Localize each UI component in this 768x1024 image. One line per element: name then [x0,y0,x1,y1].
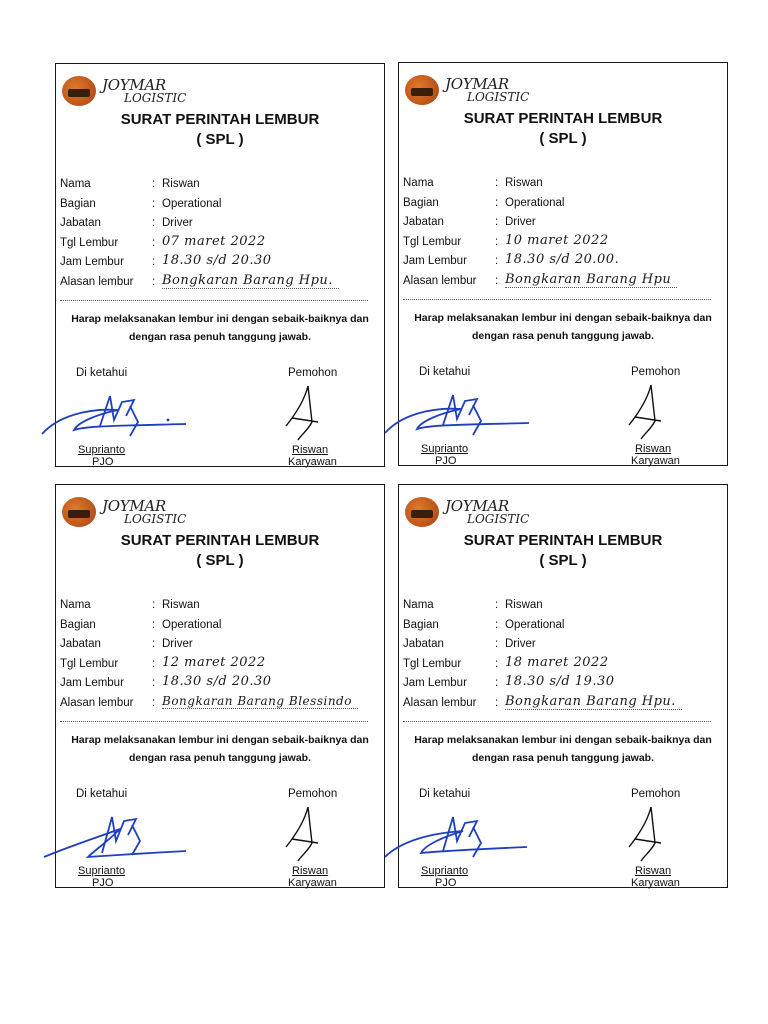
handwritten-reason: Bongkaran Barang Hpu. [162,273,339,289]
handwritten-date: 18 maret 2022 [505,654,609,670]
form-title [56,110,384,150]
requester-name: Riswan [292,865,329,877]
field-alasan-lembur [60,695,380,715]
field-colon: : [152,696,156,709]
field-label: Jabatan [60,217,101,229]
requester-role: Karyawan [631,455,680,467]
instruction-line: dengan rasa penuh tanggung jawab. [128,331,312,343]
form-title-abbrev: ( SPL ) [539,130,587,147]
truck-logo-icon [62,497,96,527]
logo-text-joymar: JOYMAR [102,497,166,515]
field-colon: : [152,638,156,650]
field-jam-lembur [60,675,380,695]
field-colon: : [495,177,499,189]
handwritten-time: 18.30 s/d 20.30 [162,253,272,268]
field-label: Nama [60,178,91,190]
approver-name: Suprianto [78,444,126,456]
form-title-main: SURAT PERINTAH LEMBUR [120,532,320,549]
approver-signature [38,807,188,863]
requester-label: Pemohon [288,367,338,379]
field-label: Alasan lembur [403,274,477,287]
field-label: Tgl Lembur [403,235,462,248]
dotted-divider [60,300,368,301]
field-value: Riswan [162,599,200,611]
logo-text-joymar: JOYMAR [102,76,166,94]
requester-signature [278,382,328,442]
field-colon: : [495,599,499,611]
field-colon: : [495,618,499,631]
field-label: Nama [403,177,434,189]
handwritten-time: 18.30 s/d 20.00. [505,252,620,267]
field-label: Jabatan [403,216,444,228]
form-title [399,109,727,149]
field-colon: : [495,196,499,209]
requester-signature [621,381,671,441]
field-colon: : [495,216,499,228]
approver-role: PJO [92,456,114,468]
field-label: Jabatan [60,638,101,650]
field-label: Jam Lembur [60,677,124,689]
company-logo [62,495,202,531]
field-alasan-lembur [403,273,723,293]
requester-label: Pemohon [631,366,681,378]
handwritten-date: 12 maret 2022 [162,654,266,670]
field-value: Operational [505,618,565,631]
field-label: Bagian [403,618,439,631]
acknowledged-label: Di ketahui [76,367,128,379]
logo-text-logistic: LOGISTIC [124,512,187,526]
field-jabatan [403,636,723,656]
logo-text-joymar: JOYMAR [445,497,509,515]
form-title-main: SURAT PERINTAH LEMBUR [463,532,663,549]
instruction-line: Harap melaksanakan lembur ini dengan sebaik-baiknya dan [71,313,369,325]
approver-name: Suprianto [421,443,469,455]
requester-role: Karyawan [288,456,337,468]
form-title-abbrev: ( SPL ) [539,552,587,569]
spl-card-1 [55,63,385,467]
field-jam-lembur [403,675,723,695]
form-title-abbrev: ( SPL ) [196,552,244,569]
approver-name: Suprianto [78,865,126,877]
field-label: Nama [60,599,91,611]
field-value: Operational [162,618,222,631]
truck-logo-icon [405,75,439,105]
dotted-divider [403,299,711,300]
form-title-main: SURAT PERINTAH LEMBUR [463,110,663,127]
logo-text-logistic: LOGISTIC [467,90,530,104]
approver-role: PJO [435,455,457,467]
instruction-line: Harap melaksanakan lembur ini dengan sebaik-baiknya dan [71,734,369,746]
field-value: Operational [162,197,222,210]
field-label: Bagian [403,196,439,209]
field-label: Jam Lembur [403,255,467,267]
field-colon: : [495,657,499,670]
spl-card-3 [55,484,385,888]
requester-label: Pemohon [631,788,681,800]
approver-signature [381,807,531,863]
field-colon: : [152,217,156,229]
requester-label: Pemohon [288,788,338,800]
field-alasan-lembur [403,695,723,715]
field-label: Alasan lembur [60,275,134,288]
logo-text-logistic: LOGISTIC [467,512,530,526]
field-bagian [60,196,380,216]
handwritten-reason: Bongkaran Barang Blessindo [162,694,358,709]
approver-signature [38,386,188,442]
field-tgl-lembur [403,656,723,676]
instruction-text [58,731,382,767]
field-colon: : [495,638,499,650]
field-label: Jam Lembur [403,677,467,689]
approver-name: Suprianto [421,865,469,877]
field-jabatan [60,215,380,235]
field-jabatan [60,636,380,656]
field-label: Tgl Lembur [60,236,119,249]
form-fields [60,597,380,714]
company-logo [62,74,202,110]
form-title [399,531,727,571]
field-alasan-lembur [60,274,380,294]
truck-logo-icon [405,497,439,527]
field-jam-lembur [403,253,723,273]
approver-role: PJO [92,877,114,889]
handwritten-date: 10 maret 2022 [505,232,609,248]
field-colon: : [152,677,156,689]
field-bagian [403,195,723,215]
logo-text-logistic: LOGISTIC [124,91,187,105]
spl-card-2 [398,62,728,466]
field-colon: : [152,657,156,670]
form-title-main: SURAT PERINTAH LEMBUR [120,111,320,128]
approver-signature [381,385,531,441]
field-colon: : [152,618,156,631]
field-value: Riswan [505,599,543,611]
logo-text-joymar: JOYMAR [445,75,509,93]
field-colon: : [152,275,156,288]
instruction-line: dengan rasa penuh tanggung jawab. [471,752,655,764]
dotted-divider [60,721,368,722]
field-label: Nama [403,599,434,611]
requester-role: Karyawan [631,877,680,889]
field-tgl-lembur [403,234,723,254]
instruction-text [401,309,725,345]
field-colon: : [152,599,156,611]
company-logo [405,73,545,109]
field-label: Tgl Lembur [60,657,119,670]
truck-logo-icon [62,76,96,106]
field-label: Jabatan [403,638,444,650]
handwritten-reason: Bongkaran Barang Hpu [505,272,677,288]
acknowledged-label: Di ketahui [419,788,471,800]
handwritten-time: 18.30 s/d 20.30 [162,674,272,689]
field-label: Tgl Lembur [403,657,462,670]
field-nama [60,176,380,196]
field-colon: : [152,236,156,249]
field-value: Driver [162,638,193,650]
field-colon: : [152,178,156,190]
field-label: Alasan lembur [403,696,477,709]
instruction-line: Harap melaksanakan lembur ini dengan sebaik-baiknya dan [414,734,712,746]
field-label: Bagian [60,197,96,210]
form-fields [403,597,723,714]
field-value: Driver [505,216,536,228]
requester-role: Karyawan [288,877,337,889]
requester-signature [621,803,671,863]
requester-signature [278,803,328,863]
field-tgl-lembur [60,656,380,676]
field-value: Driver [162,217,193,229]
dotted-divider [403,721,711,722]
field-label: Alasan lembur [60,696,134,709]
field-colon: : [152,256,156,268]
field-jam-lembur [60,254,380,274]
instruction-line: dengan rasa penuh tanggung jawab. [128,752,312,764]
requester-name: Riswan [635,865,672,877]
form-fields [60,176,380,293]
field-jabatan [403,214,723,234]
field-nama [60,597,380,617]
spl-card-4 [398,484,728,888]
instruction-line: Harap melaksanakan lembur ini dengan sebaik-baiknya dan [414,312,712,324]
field-colon: : [495,255,499,267]
field-bagian [60,617,380,637]
field-label: Bagian [60,618,96,631]
company-logo [405,495,545,531]
field-value: Riswan [505,177,543,189]
field-colon: : [495,696,499,709]
field-nama [403,175,723,195]
acknowledged-label: Di ketahui [76,788,128,800]
instruction-text [58,310,382,346]
requester-name: Riswan [292,444,329,456]
approver-role: PJO [435,877,457,889]
handwritten-date: 07 maret 2022 [162,233,266,249]
acknowledged-label: Di ketahui [419,366,471,378]
field-bagian [403,617,723,637]
handwritten-reason: Bongkaran Barang Hpu. [505,694,682,710]
field-value: Driver [505,638,536,650]
field-nama [403,597,723,617]
field-colon: : [495,235,499,248]
field-value: Riswan [162,178,200,190]
field-colon: : [152,197,156,210]
handwritten-time: 18.30 s/d 19.30 [505,674,615,689]
form-title-abbrev: ( SPL ) [196,131,244,148]
instruction-text [401,731,725,767]
form-fields [403,175,723,292]
form-title [56,531,384,571]
field-tgl-lembur [60,235,380,255]
instruction-line: dengan rasa penuh tanggung jawab. [471,330,655,342]
field-colon: : [495,677,499,689]
requester-name: Riswan [635,443,672,455]
field-value: Operational [505,196,565,209]
field-label: Jam Lembur [60,256,124,268]
field-colon: : [495,274,499,287]
